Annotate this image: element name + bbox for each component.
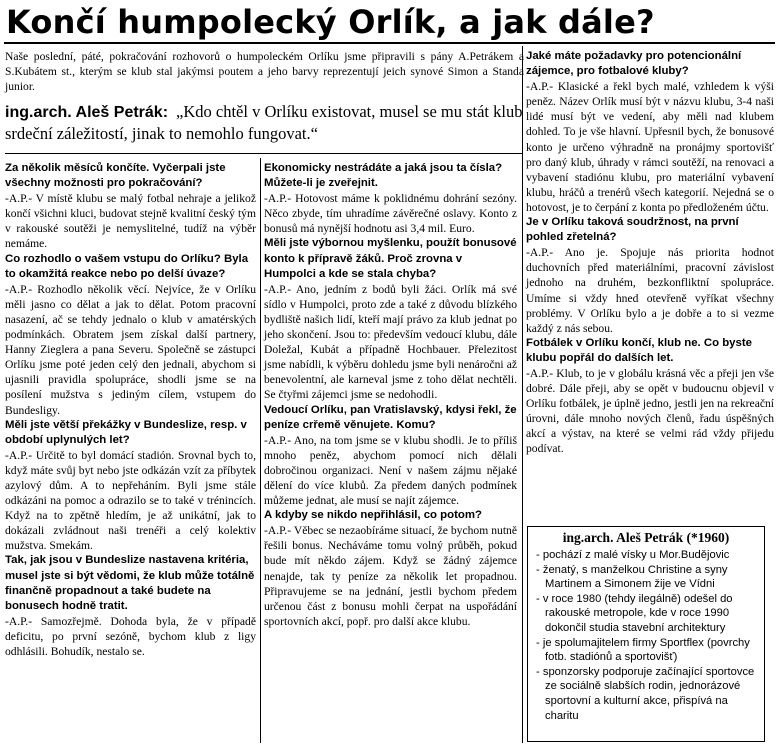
bio-title: ing.arch. Aleš Petrák (*1960) [562,530,730,545]
interview-answer: -A.P.- Klasické a řekl bych malé, vzhledem k výši peněz. Název Orlík musí být v názvu klubu, 3-4 naši lidé musí být ve vedení, aby měli nad klubem dohled. To je vše hlavní. Upřesnil bych, že bonusové konto je určeno výhradně na pronájmy sportovišť pro daný klub, úhrady v rámci soutěží, na renovaci a vybavení stadiónu klubu, pro materiální vybavení klubu, hráčů a trenérů všech kategorií. Nejedná se o hotovost, je to čerpání z konta po předloženém účtu. [526,80,774,214]
interview-answer: -A.P.- Rozhodlo několik věcí. Nejvíce, že v Orlíku měli jasno co dělat a jak to dělat. Potom pracovní nasazení, ač se tehdy jednalo o klub v amatérských podmínkách. Obratem jsem získal další partnery, Hanny Zieglera a pana Severu. Společně se zástupci Orlíku jsme poté jeden celý den jednali, abychom si ujasnili pravidla spolupráce, shodli jsme se na posílení mužstva s jediným cílem, vstupem do Bundesligy. [5,282,256,417]
column-2 [264,161,517,629]
intro-paragraph: Naše poslední, páté, pokračování rozhovorů o humpoleckém Orlíku jsme připravili s pány A.Petrákem a S.Kubátem st., kterým se klub stal jakýmsi poutem a jeho barvy reprezentují jeich synové Simon a Standa junior. [5,50,524,94]
column-divider-1 [260,158,261,743]
interview-question: A kdyby se nikdo nepřihlásil, co potom? [264,509,482,522]
quote-text: „Kdo chtěl v Orlíku existovat, musel se mu stát klub srdeční záležitostí, jinak to nemohlo fungovat.“ [5,102,523,143]
interview-answer: -A.P.- Určitě to byl domácí stadión. Srovnal bych to, když máte svůj byt nebo jste odkázán vzít za příbytek azylový dům. A to nepřeháním. Byli jsme stále odkázáni na pomoc a odrazilo se to také v trénincích. Když na to zpětně hledím, je až unikátní, jak to dokázali zvládnout naši trenéři a celý kolektiv mužstva. Smekám. [5,448,256,553]
column-divider-2 [522,46,523,743]
interview-question: Tak, jak jsou v Bundeslize nastavena kritéria, musel jste si být vědomi, že klub může totálně finančně propadnout a také budete na bonusech hodně tratit. [5,554,255,612]
headline-rule [4,42,775,44]
interview-answer: -A.P.- Ano, jedním z bodů byli žáci. Orlík má své sídlo v Humpolci, proto zde a také z důvodu blízkého bydliště našich lidí, kteří mají právo za klub jednat po jeho skončení. Jsou to: především vedoucí klubu, dále Doležal, Kubát a případně Hochbauer. Přelezitost jsme nabídli, k výběru dohledu jsme byli nenáročni až benevolentní, ale karneval jsme z toho dělat nechtěli. Se čtyřmi zájemci jsme se nedohodli. [264,282,517,402]
interview-answer: -A.P.- Ano je. Spojuje nás priorita hodnot duchovních před materiálními, pracovní závislost jednoho na druhém, bezkonfliktní spolupráce. Umíme si vždy hned otevřeně vyříkat všechny problémy. V Orlíku bylo a je dobře a to si vezme každý z nás sebou. [526,246,774,335]
interview-question: Ekonomicky nestrádáte a jaká jsou ta čísla? Můžete-li je zveřejnit. [264,162,503,190]
quote-author: ing.arch. Aleš Petrák: [5,104,169,121]
interview-answer: -A.P.- Klub, to je v globálu krásná věc a přeji jen vše dobré. Dále přeji, aby se opět v budoucnu objevil v Orlíku fotbálek, je úplně jedno, jestli jen na rekreační úrovni, dále mnoho nových členů, řadu úspěšných akcí a výstav, na které se velmi rád vždy přijedu podívat. [526,366,774,456]
column-3 [526,49,774,457]
bio-list [528,548,764,723]
interview-answer: -A.P.- Ano, na tom jsme se v klubu shodli. Je to příliš mnoho peněz, abychom pomocí nich dělali dobročinou organizaci. Není v našem zájmu nějaké dělení do více klubů. Za předem daných podmínek můžeme jednat, ale musí se najít zájemce. [264,433,517,508]
column-1 [5,161,256,659]
interview-question: Měli jste větší překážky v Bundeslize, resp. v období uplynulých let? [5,418,247,446]
intro-rule [5,153,523,154]
interview-answer: -A.P.- V místě klubu se malý fotbal nehraje a jelikož končí všichni kluci, budovat stejně kvalitní český tým v rakouské soutěži je nemyslitelné, tudíž na výběr nemáme. [5,192,256,251]
bio-item: - sponzorsky podporuje začínající sportovce ze sociálně slabších rodin, jednorázové sportovní a kulturní akce, přispívá na charitu [536,665,760,723]
interview-question: Měli jste výbornou myšlenku, použít bonusové konto k přípravě žáků. Proč zrovna v Humpolci a kde se stala chyba? [264,237,517,280]
interview-question: Je v Orlíku taková soudržnost, na první pohled zřetelná? [526,216,739,244]
interview-question: Za několik měsíců končíte. Vyčerpali jste všechny možnosti pro pokračování? [5,162,226,190]
bio-item: - je spolumajitelem firmy Sportflex (povrchy fotb. stadiónů a sportovišť) [536,636,760,665]
bio-box [527,526,765,742]
pull-quote [5,101,524,144]
bio-item: - v roce 1980 (tehdy ilegálně) odešel do rakouské metropole, kde v roce 1990 dokončil studia stavební architektury [536,592,760,636]
interview-question: Co rozhodlo o vašem vstupu do Orlíku? Byla to okamžitá reakce nebo po delší úvaze? [5,252,249,280]
headline: Končí humpolecký Orlík, a jak dále? [6,3,655,41]
interview-question: Jaké máte požadavky pro potencionální zájemce, pro fotbalové kluby? [526,50,742,78]
bio-item: - ženatý, s manželkou Christine a syny Martinem a Simonem žije ve Vídni [536,563,760,592]
bio-item: - pochází z malé vísky u Mor.Budějovic [536,548,760,563]
interview-answer: -A.P.- Hotovost máme k poklidnému dohrání sezóny. Něco zbyde, tím uhradíme závěrečné oslavy. Konto z bonusů má nynější hodnotu asi 3,4 mil. Euro. [264,192,517,236]
interview-answer: -A.P.- Věbec se nezaobíráme situací, že bychom nutně řešili bonus. Necháváme tomu volný průběh, pokud bude mít někdo zájem. Když se žádný zájemce nenajde, tak ty peníze za několik let propadnou. Připravujeme se na jednání, jestli bychom předem určenou část z bonusu mohli čerpat na uspořádání sportovních akcí, popř. pro další akce klubu. [264,524,517,628]
interview-question: Fotbálek v Orlíku končí, klub ne. Co byste klubu popřál do dalších let. [526,336,752,364]
interview-answer: -A.P.- Samozřejmě. Dohoda byla, že v případě deficitu, po první sezóně, bychom klub z ligy odhlásili. Bohudík, nestalo se. [5,614,256,658]
interview-question: Vedoucí Orlíku, pan Vratislavský, kdysi řekl, že peníze crřemě věnujete. Komu? [264,403,517,431]
